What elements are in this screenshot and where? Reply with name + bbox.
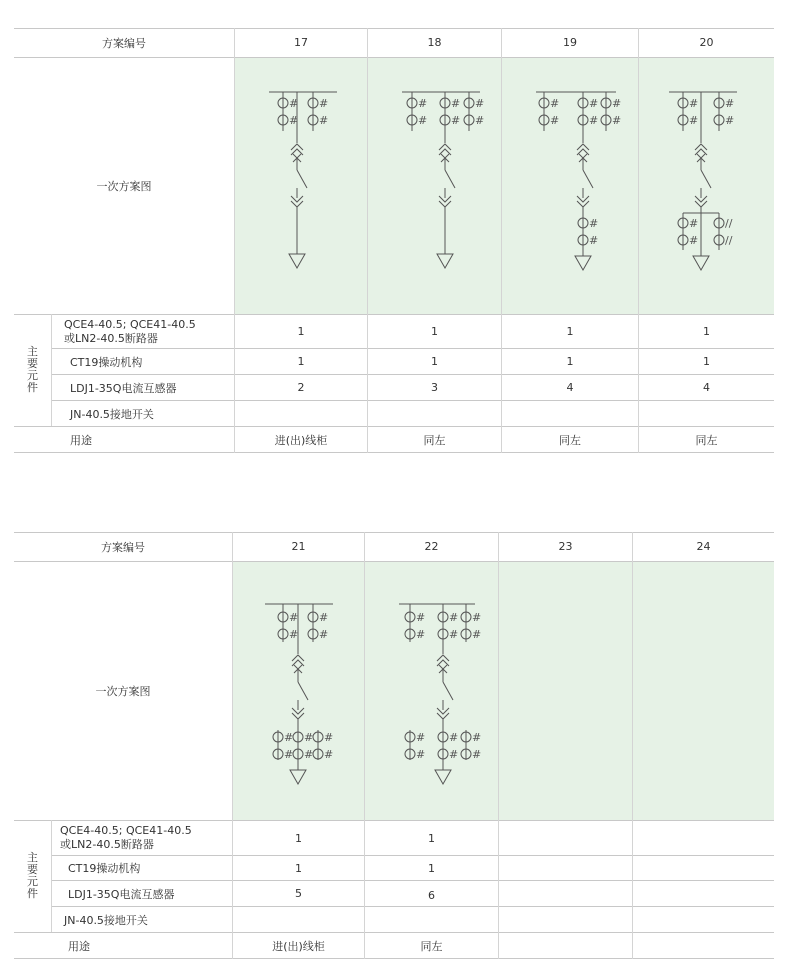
svg-text://: // bbox=[725, 234, 733, 247]
usage-value: 同左 bbox=[423, 433, 446, 447]
scheme-number: 20 bbox=[699, 36, 714, 49]
svg-text:#: # bbox=[472, 611, 482, 624]
svg-text:#: # bbox=[472, 748, 482, 761]
svg-text:#: # bbox=[284, 748, 294, 761]
component-value: 1 bbox=[297, 325, 305, 338]
svg-text:#: # bbox=[589, 97, 599, 110]
svg-text:#: # bbox=[451, 97, 461, 110]
svg-text:#: # bbox=[289, 97, 299, 110]
svg-text:#: # bbox=[589, 114, 599, 127]
component-value: 1 bbox=[428, 861, 435, 875]
component-value: 2 bbox=[297, 381, 305, 394]
scheme-number: 19 bbox=[563, 36, 577, 49]
component-value: 3 bbox=[431, 381, 438, 394]
svg-text:#: # bbox=[319, 114, 329, 127]
svg-text:#: # bbox=[451, 114, 461, 127]
svg-text:#: # bbox=[319, 611, 329, 624]
svg-text:#: # bbox=[418, 114, 428, 127]
svg-text:#: # bbox=[324, 731, 334, 744]
diagram-label: 一次方案图 bbox=[96, 180, 152, 193]
component-value: 5 bbox=[295, 887, 302, 900]
component-value: 1 bbox=[295, 831, 302, 845]
svg-text:#: # bbox=[319, 97, 329, 110]
svg-text:#: # bbox=[475, 114, 485, 127]
component-name: QCE4-40.5; QCE41-40.5 或LN2-40.5断路器 bbox=[64, 317, 196, 345]
usage-value: 进(出)线柜 bbox=[274, 433, 328, 447]
scheme-number: 21 bbox=[291, 540, 306, 553]
component-name: CT19操动机构 bbox=[68, 862, 141, 875]
svg-text:#: # bbox=[449, 731, 459, 744]
scheme-number-label: 方案编号 bbox=[102, 36, 146, 50]
svg-text://: // bbox=[725, 217, 733, 230]
usage-value: 进(出)线柜 bbox=[272, 939, 325, 953]
main-components-label: 主要元件 bbox=[27, 851, 38, 900]
usage-label: 用途 bbox=[70, 433, 92, 447]
component-name: CT19操动机构 bbox=[70, 355, 143, 369]
svg-text:#: # bbox=[550, 114, 560, 127]
scheme-table-1 bbox=[14, 28, 774, 453]
component-value: 6 bbox=[428, 889, 435, 902]
svg-text:#: # bbox=[475, 97, 485, 110]
component-name: QCE4-40.5; QCE41-40.5 或LN2-40.5断路器 bbox=[60, 824, 192, 851]
svg-text:#: # bbox=[416, 611, 426, 624]
single-line-diagram-19 bbox=[502, 58, 638, 314]
component-value: 1 bbox=[297, 355, 305, 368]
svg-text:#: # bbox=[589, 217, 599, 230]
svg-text:#: # bbox=[449, 628, 459, 641]
component-value: 4 bbox=[566, 381, 574, 394]
component-value: 1 bbox=[428, 831, 435, 845]
single-line-diagram-21 bbox=[233, 562, 364, 820]
single-line-diagram-22 bbox=[365, 562, 498, 820]
usage-label: 用途 bbox=[68, 939, 90, 953]
component-value: 1 bbox=[431, 355, 438, 368]
svg-text:#: # bbox=[612, 97, 622, 110]
svg-text:#: # bbox=[416, 748, 426, 761]
svg-text:#: # bbox=[689, 234, 699, 247]
component-value: 1 bbox=[566, 355, 574, 368]
svg-text:#: # bbox=[416, 731, 426, 744]
component-name: JN-40.5接地开关 bbox=[64, 913, 148, 927]
svg-text:#: # bbox=[612, 114, 622, 127]
svg-text:#: # bbox=[550, 97, 560, 110]
single-line-diagram-18 bbox=[368, 58, 501, 314]
scheme-number: 18 bbox=[427, 36, 442, 49]
single-line-diagram-20 bbox=[639, 58, 774, 314]
component-name: LDJ1-35Q电流互感器 bbox=[70, 381, 177, 395]
svg-text:#: # bbox=[589, 234, 599, 247]
diagram-bg bbox=[499, 562, 632, 820]
svg-text:#: # bbox=[472, 731, 482, 744]
svg-text:#: # bbox=[324, 748, 334, 761]
single-line-diagram-17 bbox=[235, 58, 367, 314]
component-value: 1 bbox=[566, 325, 574, 338]
scheme-number: 22 bbox=[424, 540, 439, 553]
svg-text:#: # bbox=[725, 97, 735, 110]
diagram-bg bbox=[633, 562, 774, 820]
usage-value: 同左 bbox=[559, 433, 581, 447]
svg-text:#: # bbox=[449, 611, 459, 624]
svg-text:#: # bbox=[689, 217, 699, 230]
scheme-table-2 bbox=[14, 532, 774, 960]
svg-text:#: # bbox=[416, 628, 426, 641]
svg-text:#: # bbox=[725, 114, 735, 127]
main-components-label: 主要元件 bbox=[27, 345, 38, 394]
scheme-number: 17 bbox=[294, 36, 308, 49]
svg-text:#: # bbox=[319, 628, 329, 641]
svg-text:#: # bbox=[289, 611, 299, 624]
component-value: 1 bbox=[295, 861, 302, 875]
diagram-label: 一次方案图 bbox=[95, 685, 151, 698]
scheme-number: 23 bbox=[558, 540, 573, 553]
svg-text:#: # bbox=[689, 97, 699, 110]
component-value: 1 bbox=[703, 325, 710, 338]
scheme-number-label: 方案编号 bbox=[101, 540, 145, 554]
svg-text:#: # bbox=[689, 114, 699, 127]
svg-text:#: # bbox=[289, 628, 299, 641]
svg-text:#: # bbox=[304, 748, 314, 761]
usage-value: 同左 bbox=[420, 939, 443, 953]
svg-text:#: # bbox=[418, 97, 428, 110]
component-value: 1 bbox=[431, 325, 438, 338]
component-name: LDJ1-35Q电流互感器 bbox=[68, 887, 175, 901]
svg-text:#: # bbox=[449, 748, 459, 761]
svg-text:#: # bbox=[472, 628, 482, 641]
component-value: 1 bbox=[703, 355, 710, 368]
svg-text:#: # bbox=[289, 114, 299, 127]
svg-text:#: # bbox=[304, 731, 314, 744]
component-value: 4 bbox=[703, 381, 710, 394]
component-name: JN-40.5接地开关 bbox=[70, 407, 154, 421]
svg-text:#: # bbox=[284, 731, 294, 744]
usage-value: 同左 bbox=[695, 433, 718, 447]
scheme-number: 24 bbox=[696, 540, 711, 553]
